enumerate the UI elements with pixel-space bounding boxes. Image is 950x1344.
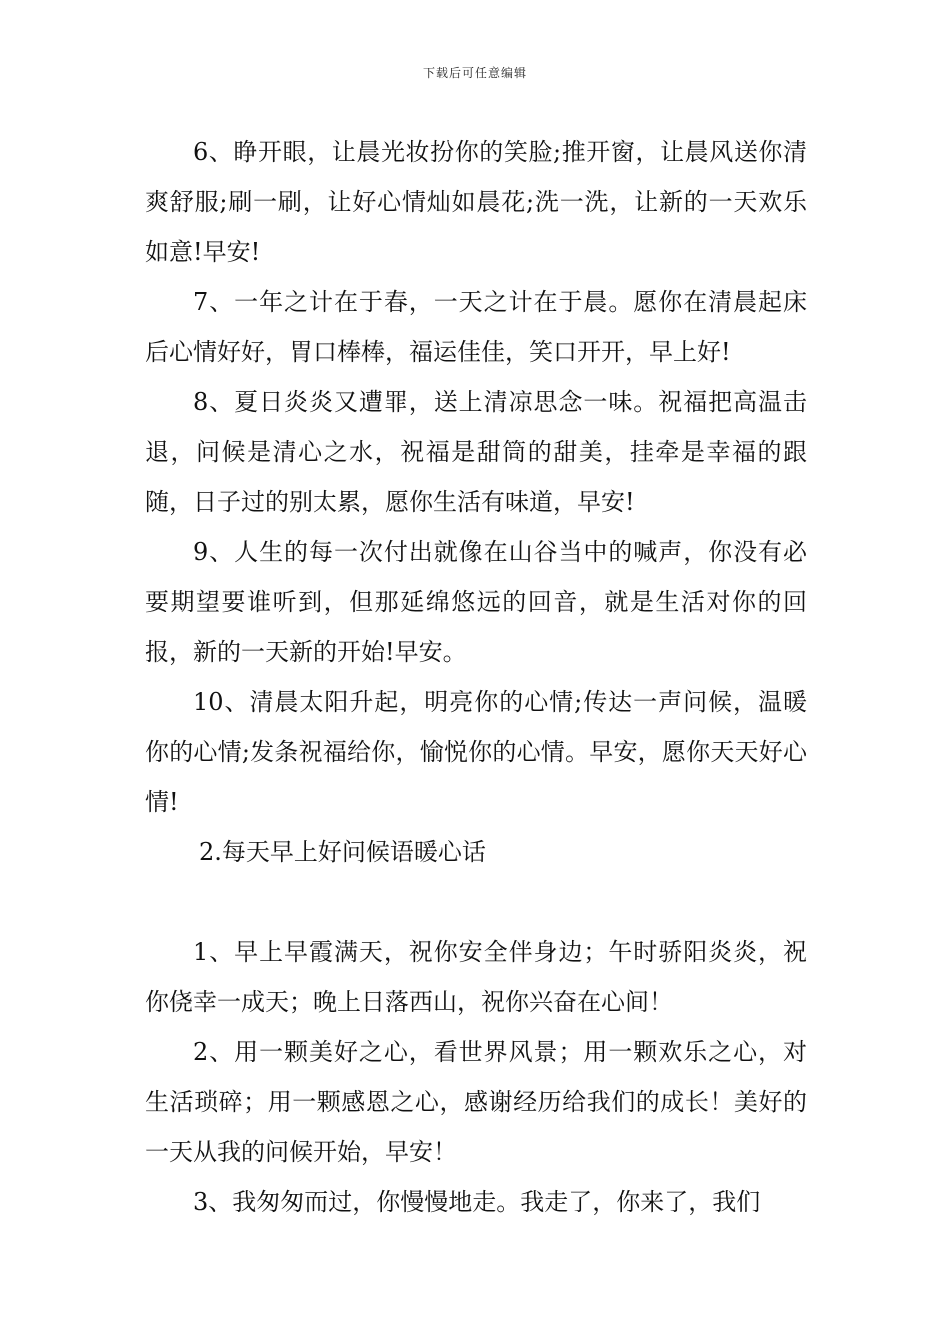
paragraph-9: 9、人生的每一次付出就像在山谷当中的喊声，你没有必要期望要谁听到，但那延绵悠远的回音，就是生活对你的回报，新的一天新的开始!早安。 [145, 538, 807, 666]
paragraph-2: 2、用一颗美好之心，看世界风景；用一颗欢乐之心，对生活琐碎；用一颗感恩之心，感谢经历给我们的成长！美好的一天从我的问候开始，早安！ [145, 1038, 807, 1166]
blank-line [145, 877, 807, 927]
document-body [145, 127, 807, 1227]
section-heading: 2.每天早上好问候语暖心话 [199, 838, 486, 866]
paragraph-7: 7、一年之计在于春，一天之计在于晨。愿你在清晨起床后心情好好，胃口棒棒，福运佳佳，笑口开开，早上好! [145, 288, 807, 366]
page-header: 下载后可任意编辑 [422, 66, 527, 80]
paragraph-3: 3、我匆匆而过，你慢慢地走。我走了，你来了，我们 [193, 1188, 761, 1216]
paragraph-8: 8、夏日炎炎又遭罪，送上清凉思念一味。祝福把高温击退，问候是清心之水，祝福是甜筒的甜美，挂牵是幸福的跟随，日子过的别太累，愿你生活有味道，早安! [145, 388, 807, 516]
paragraph-1: 1、早上早霞满天，祝你安全伴身边；午时骄阳炎炎，祝你侥幸一成天；晚上日落西山，祝你兴奋在心间！ [145, 938, 807, 1016]
paragraph-6: 6、睁开眼，让晨光妆扮你的笑脸;推开窗，让晨风送你清爽舒服;刷一刷，让好心情灿如晨花;洗一洗，让新的一天欢乐如意!早安! [145, 138, 807, 266]
paragraph-10: 10、清晨太阳升起，明亮你的心情;传达一声问候，温暖你的心情;发条祝福给你，愉悦你的心情。早安，愿你天天好心情! [145, 688, 807, 816]
